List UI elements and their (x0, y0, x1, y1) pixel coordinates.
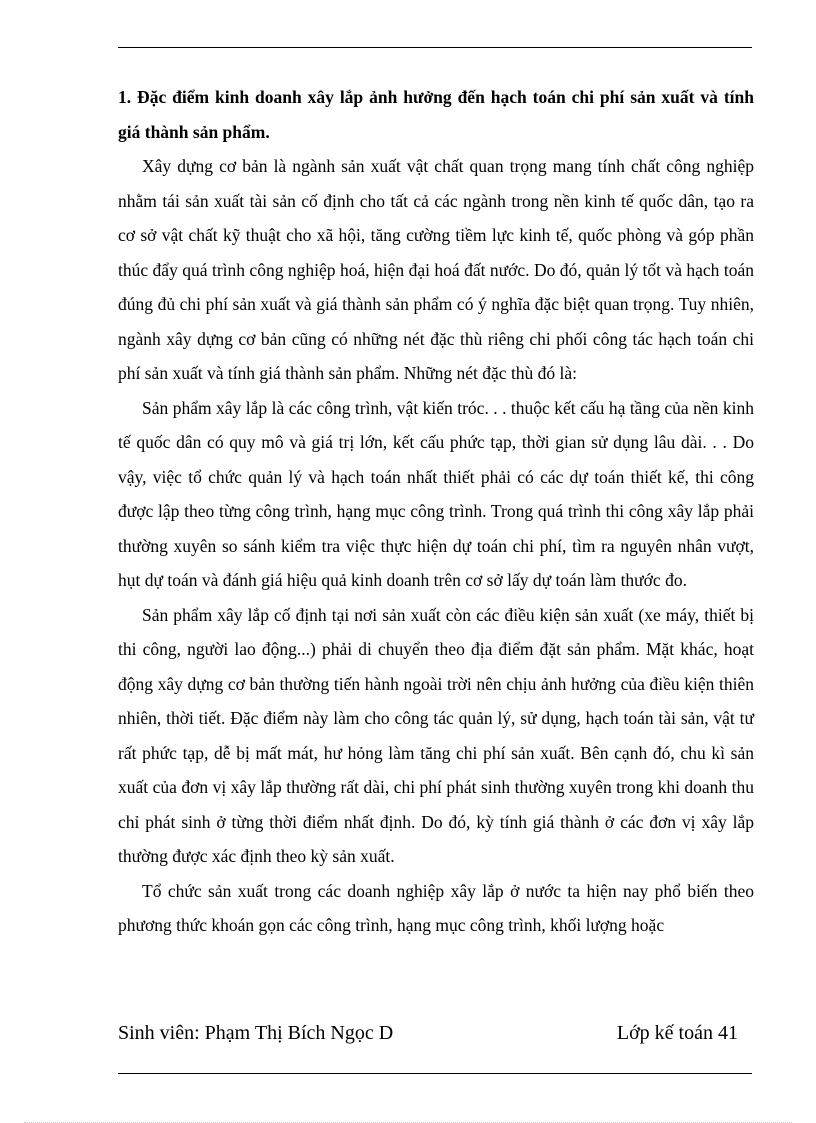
section-heading: 1. Đặc điểm kinh doanh xây lắp ảnh hưởng đến hạch toán chi phí sản xuất và tính giá thành sản phẩm. (118, 87, 754, 142)
page-footer (118, 1019, 752, 1047)
paragraph-2: Sản phẩm xây lắp là các công trình, vật kiến tróc. . . thuộc kết cấu hạ tầng của nền kinh tế quốc dân có quy mô và giá trị lớn, kết cấu phức tạp, thời gian sử dụng lâu dài. . . Do vậy, việc tổ chức quản lý và hạch toán nhất thiết phải có các dự toán thiết kế, thi công được lập theo từng công trình, hạng mục công trình. Trong quá trình thi công xây lắp phải thường xuyên so sánh kiểm tra việc thực hiện dự toán chi phí, tìm ra nguyên nhân vượt, hụt dự toán và đánh giá hiệu quả kinh doanh trên cơ sở lấy dự toán làm thước đo. (118, 397, 754, 590)
footer-rule (118, 1073, 752, 1074)
footer-class-name: Lớp kế toán 41 (616, 1022, 738, 1044)
header-rule (118, 47, 752, 48)
paragraph-3: Sản phẩm xây lắp cố định tại nơi sản xuất còn các điều kiện sản xuất (xe máy, thiết bị thi công, người lao động...) phải di chuyển theo địa điểm đặt sản phẩm. Mặt khác, hoạt động xây dựng cơ bản thường tiến hành ngoài trời nên chịu ảnh hưởng của điều kiện thiên nhiên, thời tiết. Đặc điểm này làm cho công tác quản lý, sử dụng, hạch toán tài sản, vật tư rất phức tạp, dễ bị mất mát, hư hỏng làm tăng chi phí sản xuất. Bên cạnh đó, chu kì sản xuất của đơn vị xây lắp thường rất dài, chi phí phát sinh thường xuyên trong khi doanh thu chỉ phát sinh ở từng thời điểm nhất định. Do đó, kỳ tính giá thành ở các đơn vị xây lắp thường được xác định theo kỳ sản xuất. (118, 604, 754, 866)
paragraph-1: Xây dựng cơ bản là ngành sản xuất vật chất quan trọng mang tính chất công nghiệp nhằm tái sản xuất tài sản cố định cho tất cả các ngành trong nền kinh tế quốc dân, tạo ra cơ sở vật chất kỹ thuật cho xã hội, tăng cường tiềm lực kinh tế, quốc phòng và góp phần thúc đẩy quá trình công nghiệp hoá, hiện đại hoá đất nước. Do đó, quản lý tốt và hạch toán đúng đủ chi phí sản xuất và giá thành sản phẩm có ý nghĩa đặc biệt quan trọng. Tuy nhiên, ngành xây dựng cơ bản cũng có những nét đặc thù riêng chi phối công tác hạch toán chi phí sản xuất và tính giá thành sản phẩm. Những nét đặc thù đó là: (118, 156, 754, 383)
document-body (118, 80, 754, 943)
paragraph-4: Tổ chức sản xuất trong các doanh nghiệp xây lắp ở nước ta hiện nay phổ biến theo phương thức khoán gọn các công trình, hạng mục công trình, khối lượng hoặc (118, 880, 754, 935)
footer-student-name: Sinh viên: Phạm Thị Bích Ngọc D (118, 1022, 394, 1044)
